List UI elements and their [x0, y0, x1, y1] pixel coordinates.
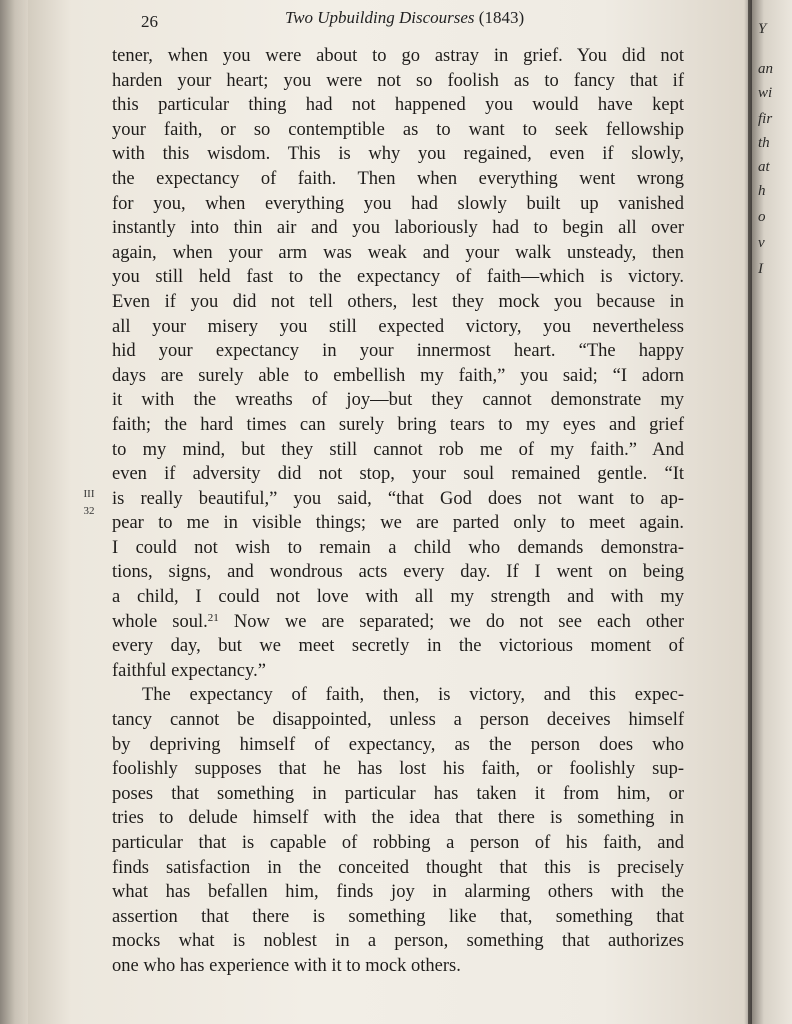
text-line: to my mind, but they still cannot rob me of my faith.” And: [112, 439, 684, 460]
text-line: again, when your arm was weak and your walk unsteady, then: [112, 242, 684, 263]
adjacent-fragment: o: [758, 209, 766, 225]
footnote-marker[interactable]: 21: [207, 611, 219, 624]
adjacent-fragment: v: [758, 235, 765, 251]
text-line: days are surely able to embellish my faith,” you said; “I adorn: [112, 365, 684, 386]
text-line: tener, when you were about to go astray in grief. You did not: [112, 46, 684, 66]
text-line: instantly into thin air and you laboriously had to begin all over: [112, 218, 684, 239]
text-line: The expectancy of faith, then, is victory, and this expec-: [142, 685, 684, 706]
running-head: [285, 8, 524, 28]
adjacent-fragment: an: [758, 61, 773, 77]
text-line: what has befallen him, finds joy in alarming others with the: [112, 882, 684, 903]
text-line: hid your expectancy in your innermost heart. “The happy: [112, 341, 684, 362]
text-line-with-footnote: [112, 610, 684, 635]
footnote-line-before: whole soul.: [112, 611, 208, 632]
page-number: 26: [141, 12, 158, 31]
text-line: faithful expectancy.”: [112, 660, 266, 681]
text-line: Even if you did not tell others, lest they mock you because in: [112, 291, 684, 312]
text-line: mocks what is noblest in a person, something that authorizes: [112, 931, 684, 952]
text-line: tancy cannot be disappointed, unless a person deceives himself: [112, 710, 684, 731]
text-line: tries to delude himself with the idea that there is something in: [112, 808, 684, 829]
text-line: pear to me in visible things; we are parted only to meet again.: [112, 513, 684, 534]
adjacent-fragment: wi: [758, 85, 773, 101]
text-line: all your misery you still expected victory, you nevertheless: [112, 316, 684, 337]
adjacent-fragment: Y: [758, 21, 767, 37]
body-text: [112, 44, 684, 979]
text-line: even if adversity did not stop, your soul remained gentle. “It: [112, 464, 684, 485]
left-page-edge: [0, 0, 30, 1024]
text-line: it with the wreaths of joy—but they cannot demonstrate my: [112, 390, 684, 411]
running-head-year: (1843): [474, 8, 525, 27]
text-line: I could not wish to remain a child who demands demonstra-: [112, 537, 684, 558]
adjacent-fragment: h: [758, 183, 766, 199]
text-line: poses that something in particular has taken it from him, or: [112, 783, 684, 804]
text-line: every day, but we meet secretly in the victorious moment of: [112, 636, 684, 657]
text-line: a child, I could not love with all my strength and with my: [112, 587, 684, 608]
text-line: faith; the hard times can surely bring tears to my eyes and grief: [112, 414, 684, 435]
margin-reference-volume: III: [83, 488, 95, 500]
adjacent-fragment: I: [758, 261, 763, 277]
text-line: harden your heart; you were not so foolish as to fancy that if: [112, 70, 684, 91]
text-line: particular that is capable of robbing a person of his faith, and: [112, 833, 684, 853]
text-line: you still held fast to the expectancy of faith—which is victory.: [112, 267, 684, 288]
running-head-title: Two Upbuilding Discourses: [285, 8, 475, 27]
text-line: this particular thing had not happened you would have kept: [112, 95, 684, 116]
text-line: for you, when everything you had slowly built up vanished: [112, 193, 684, 214]
text-line: assertion that there is something like that, something that: [112, 906, 684, 927]
page-header: [0, 8, 768, 34]
text-line: with this wisdom. This is why you regained, even if slowly,: [112, 144, 684, 165]
margin-reference: [77, 486, 101, 520]
text-line: tions, signs, and wondrous acts every day. If I went on being: [112, 562, 684, 583]
adjacent-page: [752, 0, 792, 1024]
adjacent-fragment: th: [758, 135, 770, 151]
adjacent-fragment: at: [758, 159, 770, 175]
text-line: the expectancy of faith. Then when everything went wrong: [112, 168, 684, 189]
text-line: is really beautiful,” you said, “that God does not want to ap-: [112, 488, 684, 509]
margin-reference-page: 32: [83, 505, 95, 517]
text-line: by depriving himself of expectancy, as the person does who: [112, 734, 684, 755]
text-line: one who has experience with it to mock others.: [112, 955, 461, 976]
text-line: your faith, or so contemptible as to want to seek fellowship: [112, 119, 684, 140]
adjacent-fragment: fir: [758, 111, 773, 127]
text-line: finds satisfaction in the conceited thought that this is precisely: [112, 857, 684, 878]
footnote-line-after: Now we are separated; we do not see each other: [218, 611, 684, 632]
text-line: foolishly supposes that he has lost his faith, or foolishly sup-: [112, 759, 684, 780]
